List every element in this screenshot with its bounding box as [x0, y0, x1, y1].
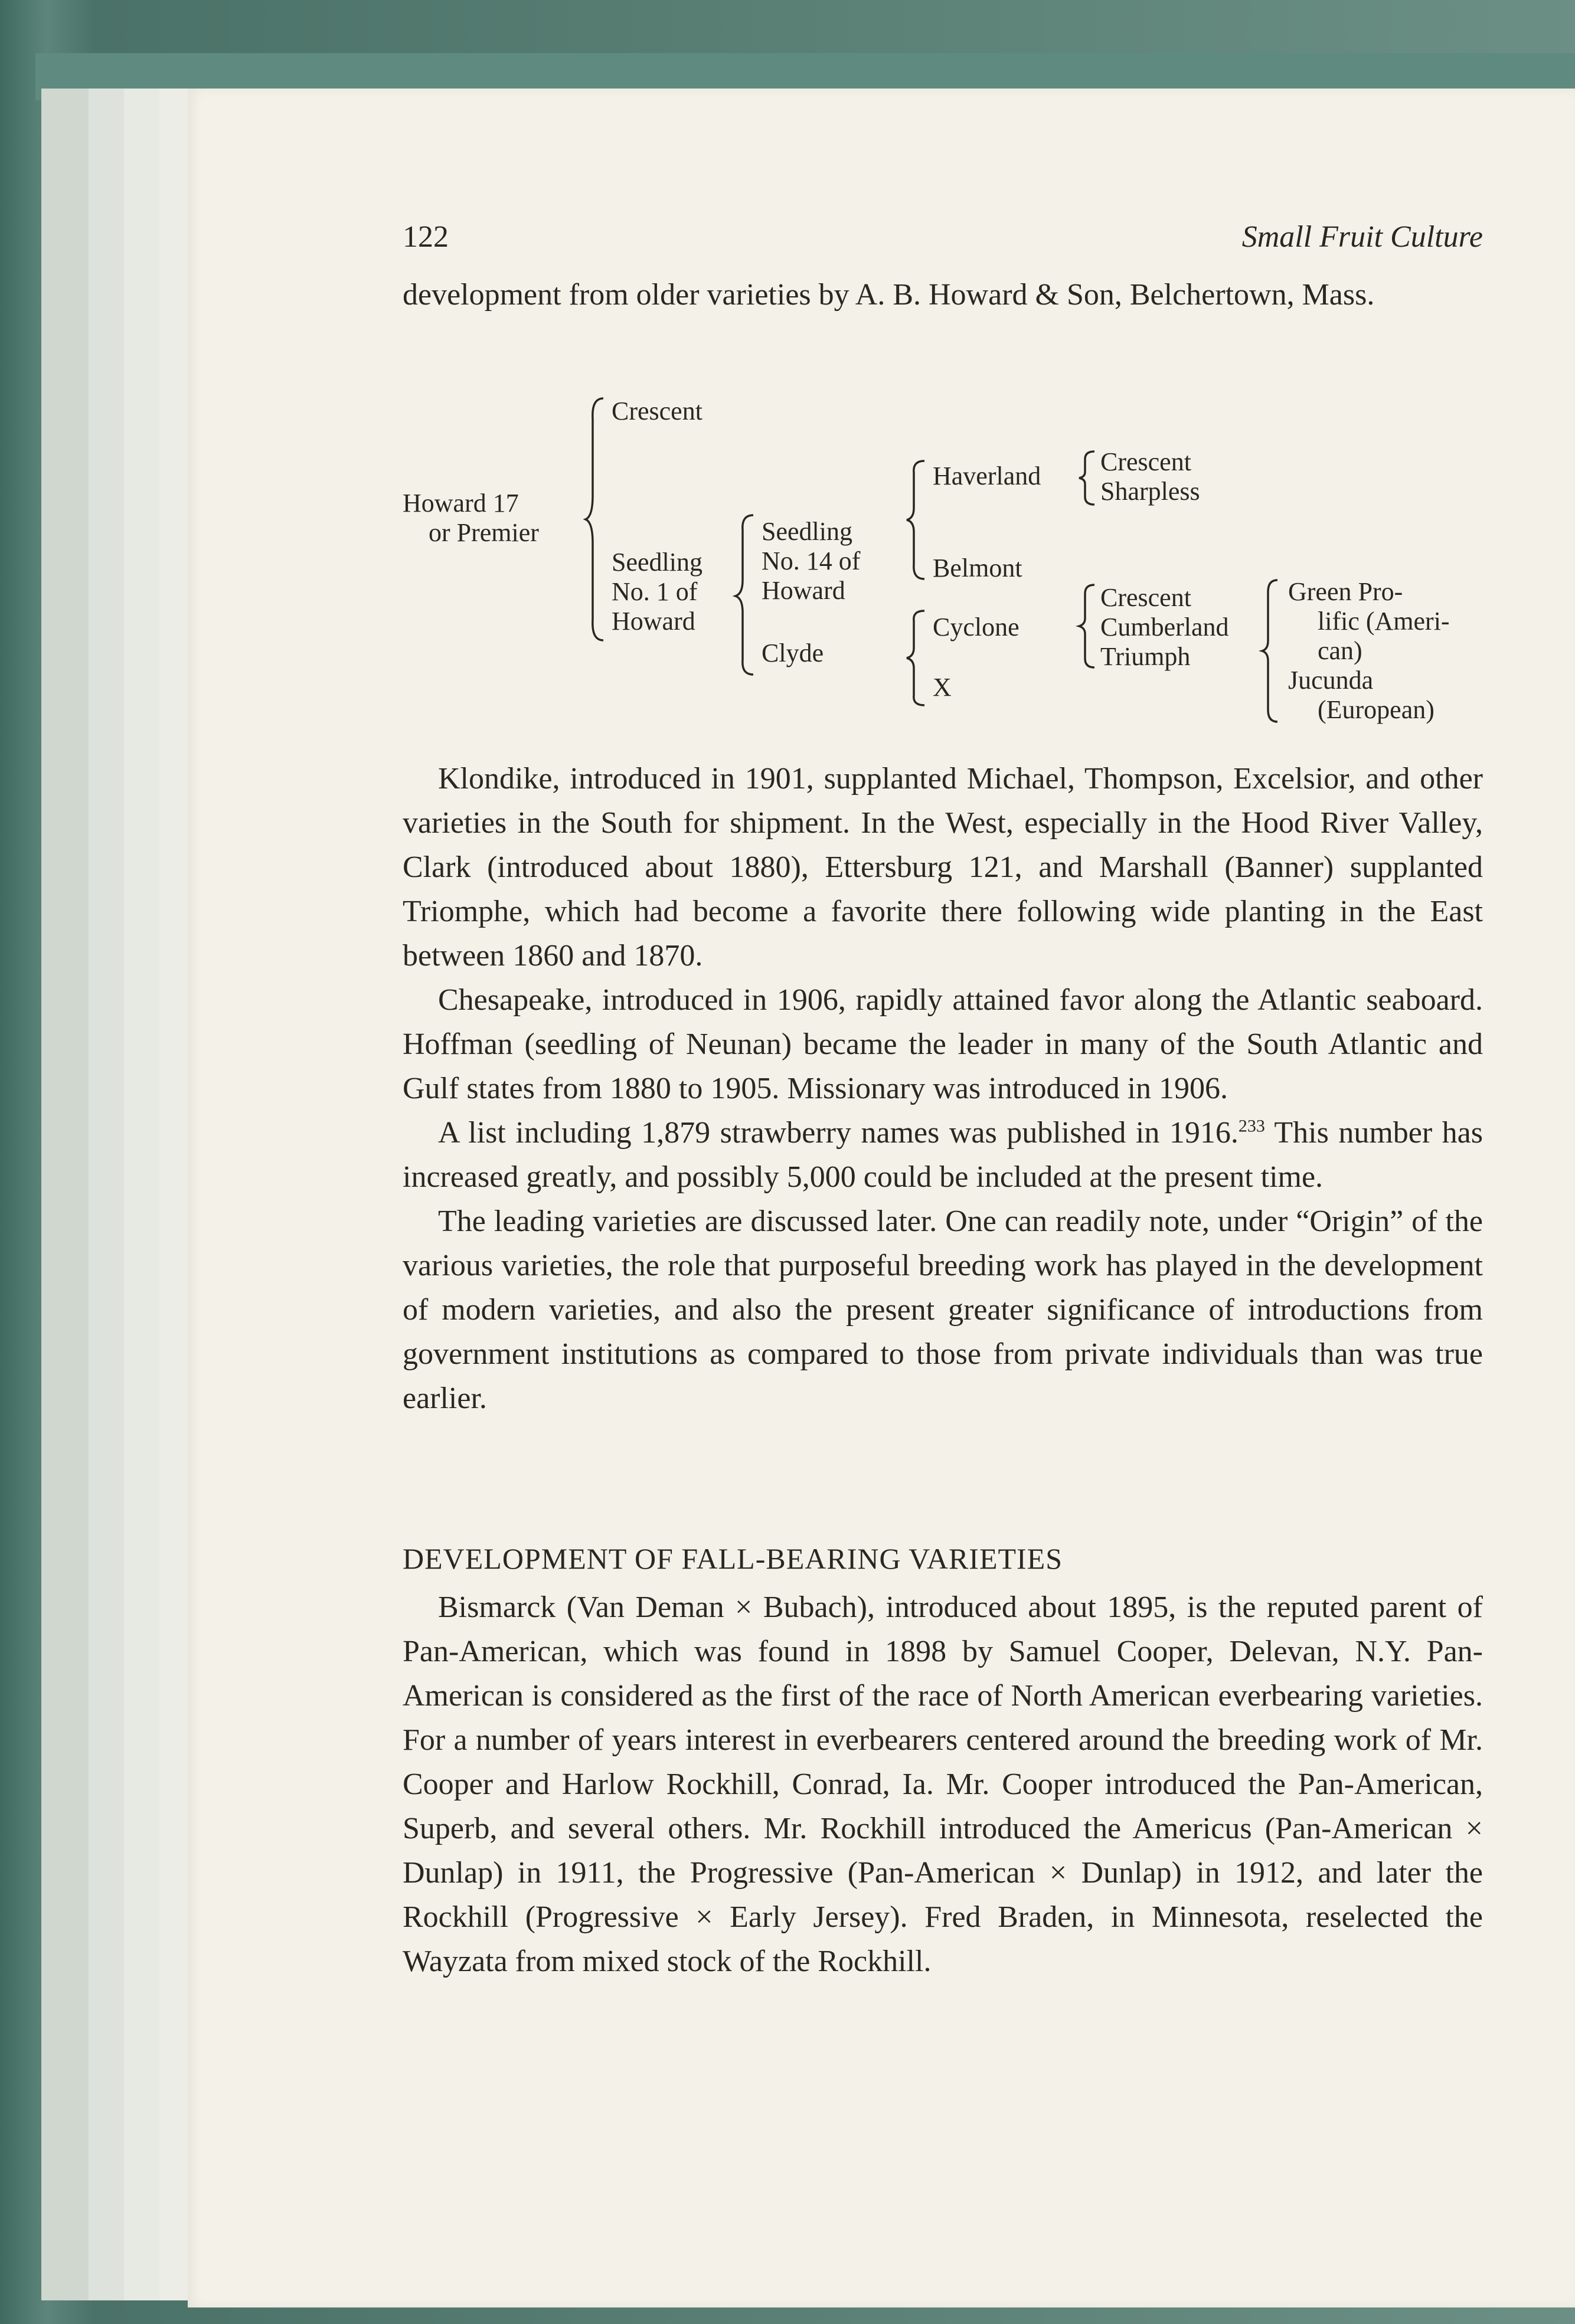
pedigree-x-parent5: (European) [1318, 695, 1435, 724]
pedigree-brace-cyclone [1078, 582, 1099, 670]
page-edge [159, 89, 190, 2300]
pedigree-haverland-parent1: Crescent [1100, 447, 1191, 476]
pedigree-clyde: Clyde [762, 639, 824, 667]
pedigree-cyclone-parent1: Crescent [1100, 583, 1191, 612]
pedigree-seedling1-line3: Howard [612, 607, 695, 636]
paragraph-chesapeake: Chesapeake, introduced in 1906, rapidly attained favor along the Atlantic seaboard. Hoffman (seedling of Neunan) became the leader in many of the South Atlantic and Gulf states from 1880 to 1905. Missionary was introduced in 1906. [403, 983, 1483, 1105]
pedigree-x-parent2: lific (Ameri- [1318, 607, 1450, 636]
pedigree-brace-howard-parents [736, 512, 759, 677]
pedigree-haverland-parent2: Sharpless [1100, 477, 1200, 506]
pedigree-seedling14-line1: Seedling [762, 517, 852, 546]
pedigree-x-parent1: Green Pro- [1288, 577, 1403, 606]
pedigree-brace-seedling14 [907, 458, 930, 582]
pedigree-seedling14-line3: Howard [762, 576, 845, 605]
intro-paragraph [403, 273, 1483, 317]
paragraph-klondike: Klondike, introduced in 1901, supplanted Michael, Thompson, Excelsior, and other varieties in the South for shipment. In the West, especially in the Hood River Valley, Clark (introduced about 1880), Ettersburg 121, and Marshall (Banner) supplanted Triomphe, which had become a favorite there following wide planting in the East between 1860 and 1870. [403, 762, 1483, 973]
page-number: 122 [403, 220, 449, 254]
paragraph-leading: The leading varieties are discussed later. One can readily note, under “Origin” of the various varieties, the role that purposeful breeding work has played in the development of modern varieties, and also the present greater significance of introductions from government institutions as compared to those from private individuals than was true earlier. [403, 1204, 1483, 1415]
page-edge [124, 89, 161, 2300]
paragraph-list-text: A list including 1,879 strawberry names was published in 1916. [438, 1116, 1239, 1150]
paragraph-bismarck: Bismarck (Van Deman × Bubach), introduced about 1895, is the reputed parent of Pan-American, which was found in 1898 by Samuel Cooper, Delevan, N.Y. Pan-American is considered as the first of the race of North American everbearing varieties. For a number of years interest in everbearers centered around the breeding work of Mr. Cooper and Harlow Rockhill, Conrad, Ia. Mr. Cooper introduced the Pan-American, Superb, and several others. Mr. Rockhill introduced the Americus (Pan-American × Dunlap) in 1911, the Progressive (Pan-American × Dunlap) in 1912, and later the Rockhill (Progressive × Early Jersey). Fred Braden, in Minnesota, reselected the Wayzata from mixed stock of the Rockhill. [403, 1590, 1483, 1978]
section-heading: DEVELOPMENT OF FALL-BEARING VARIETIES [403, 1542, 1063, 1575]
page-edge [89, 89, 126, 2300]
section-body [403, 1585, 1483, 1983]
paragraph-list [403, 1111, 1483, 1199]
pedigree-cyclone-parent3: Triumph [1100, 642, 1191, 671]
paragraph-list-text-cont: This number has increased greatly, and possibly 5,000 could be included at the present time. [403, 1116, 1483, 1194]
page-edge [41, 89, 91, 2300]
pedigree-brace-x [1261, 577, 1282, 725]
pedigree-belmont: Belmont [933, 554, 1022, 582]
pedigree-seedling1-line1: Seedling [612, 548, 702, 577]
pedigree-crescent: Crescent [612, 397, 702, 425]
pedigree-howard: Howard 17 [403, 489, 519, 518]
pedigree-x: X [933, 673, 952, 702]
pedigree-haverland: Haverland [933, 461, 1041, 490]
intro-text: development from older varieties by A. B. Howard & Son, Belchertown, Mass. [403, 278, 1375, 312]
pedigree-premier: or Premier [429, 518, 539, 547]
pedigree-seedling1-line2: No. 1 of [612, 577, 698, 606]
pedigree-cyclone: Cyclone [933, 613, 1019, 641]
footnote-ref: 233 [1238, 1116, 1265, 1136]
pedigree-brace-howard [586, 395, 609, 643]
pedigree-brace-clyde [907, 608, 930, 708]
body-text [403, 757, 1483, 1420]
pedigree-seedling14-line2: No. 14 of [762, 546, 861, 575]
pedigree-cyclone-parent2: Cumberland [1100, 613, 1229, 641]
running-title: Small Fruit Culture [1241, 220, 1483, 254]
pedigree-x-parent4: Jucunda [1288, 666, 1374, 695]
pedigree-brace-haverland [1078, 449, 1099, 508]
pedigree-x-parent3: can) [1318, 636, 1362, 665]
